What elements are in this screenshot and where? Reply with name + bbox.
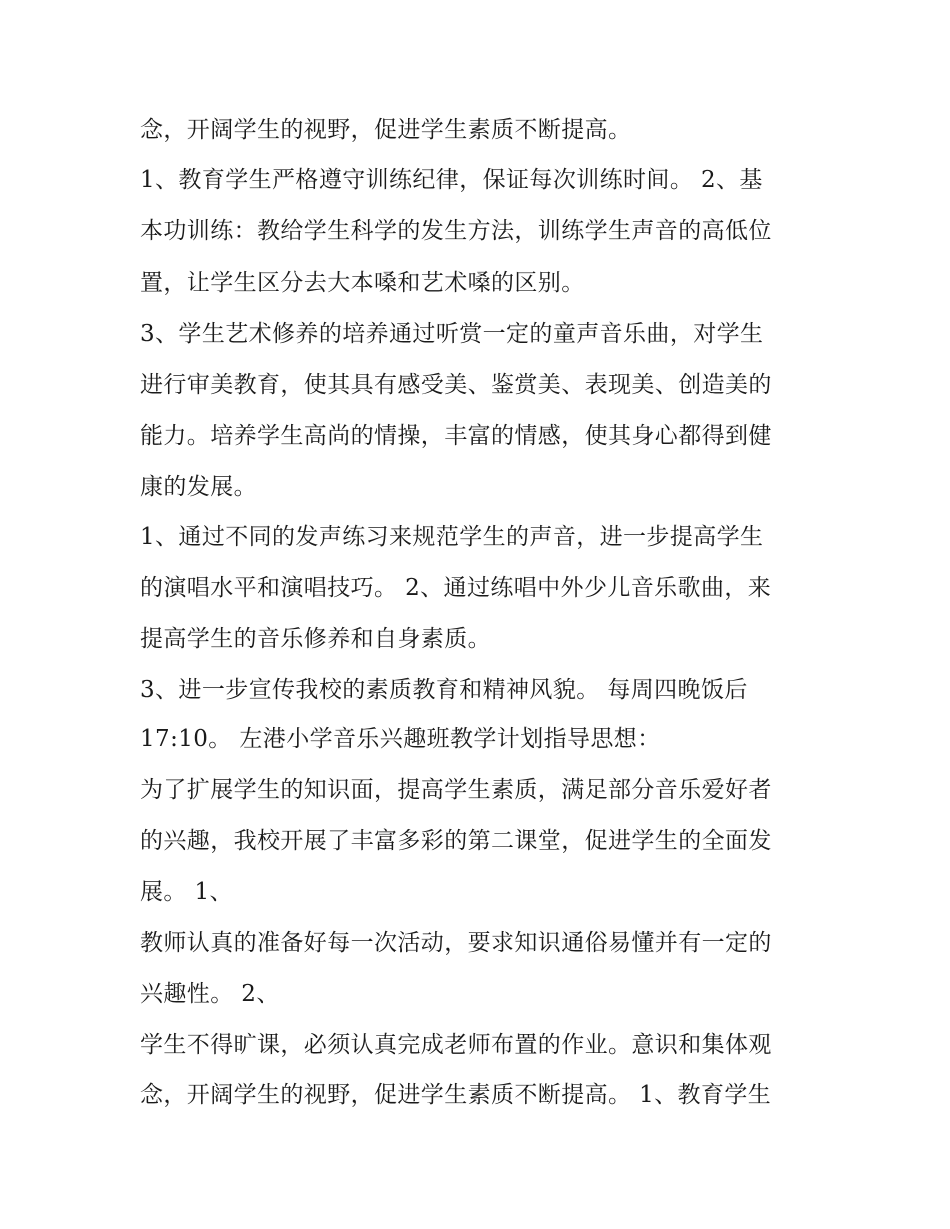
text-line: 3、进一步宣传我校的素质教育和精神风貌。 每周四晚饭后 bbox=[140, 677, 748, 703]
text-line: 置，让学生区分去大本嗓和艺术嗓的区别。 bbox=[140, 270, 585, 296]
text-line: 本功训练：教给学生科学的发生方法，训练学生声音的高低位 bbox=[140, 218, 772, 244]
text-line: 展。 1、 bbox=[140, 879, 233, 905]
text-line: 1、通过不同的发声练习来规范学生的声音，进一步提高学生 bbox=[140, 524, 764, 550]
text-line: 念，开阔学生的视野，促进学生素质不断提高。 1、教育学生 bbox=[140, 1082, 772, 1108]
text-line: 教师认真的准备好每一次活动，要求知识通俗易懂并有一定的 bbox=[140, 930, 772, 956]
text-line: 进行审美教育，使其具有感受美、鉴赏美、表现美、创造美的 bbox=[140, 372, 772, 398]
text-line: 3、学生艺术修养的培养通过听赏一定的童声音乐曲，对学生 bbox=[140, 321, 764, 347]
text-line: 17:10。 左港小学音乐兴趣班教学计划指导思想： bbox=[140, 726, 661, 752]
text-line: 的演唱水平和演唱技巧。 2、通过练唱中外少儿音乐歌曲，来 bbox=[140, 575, 772, 601]
text-line: 1、教育学生严格遵守训练纪律，保证每次训练时间。 2、基 bbox=[140, 167, 763, 193]
text-line: 念，开阔学生的视野，促进学生素质不断提高。 bbox=[140, 117, 632, 143]
text-line: 提高学生的音乐修养和自身素质。 bbox=[140, 626, 491, 652]
text-line: 为了扩展学生的知识面，提高学生素质，满足部分音乐爱好者 bbox=[140, 777, 772, 803]
text-line: 学生不得旷课，必须认真完成老师布置的作业。意识和集体观 bbox=[140, 1032, 772, 1058]
text-line: 能力。培养学生高尚的情操，丰富的情感，使其身心都得到健 bbox=[140, 423, 772, 449]
text-line: 兴趣性。 2、 bbox=[140, 981, 280, 1007]
text-line: 的兴趣，我校开展了丰富多彩的第二课堂，促进学生的全面发 bbox=[140, 828, 772, 854]
text-line: 康的发展。 bbox=[140, 474, 257, 500]
